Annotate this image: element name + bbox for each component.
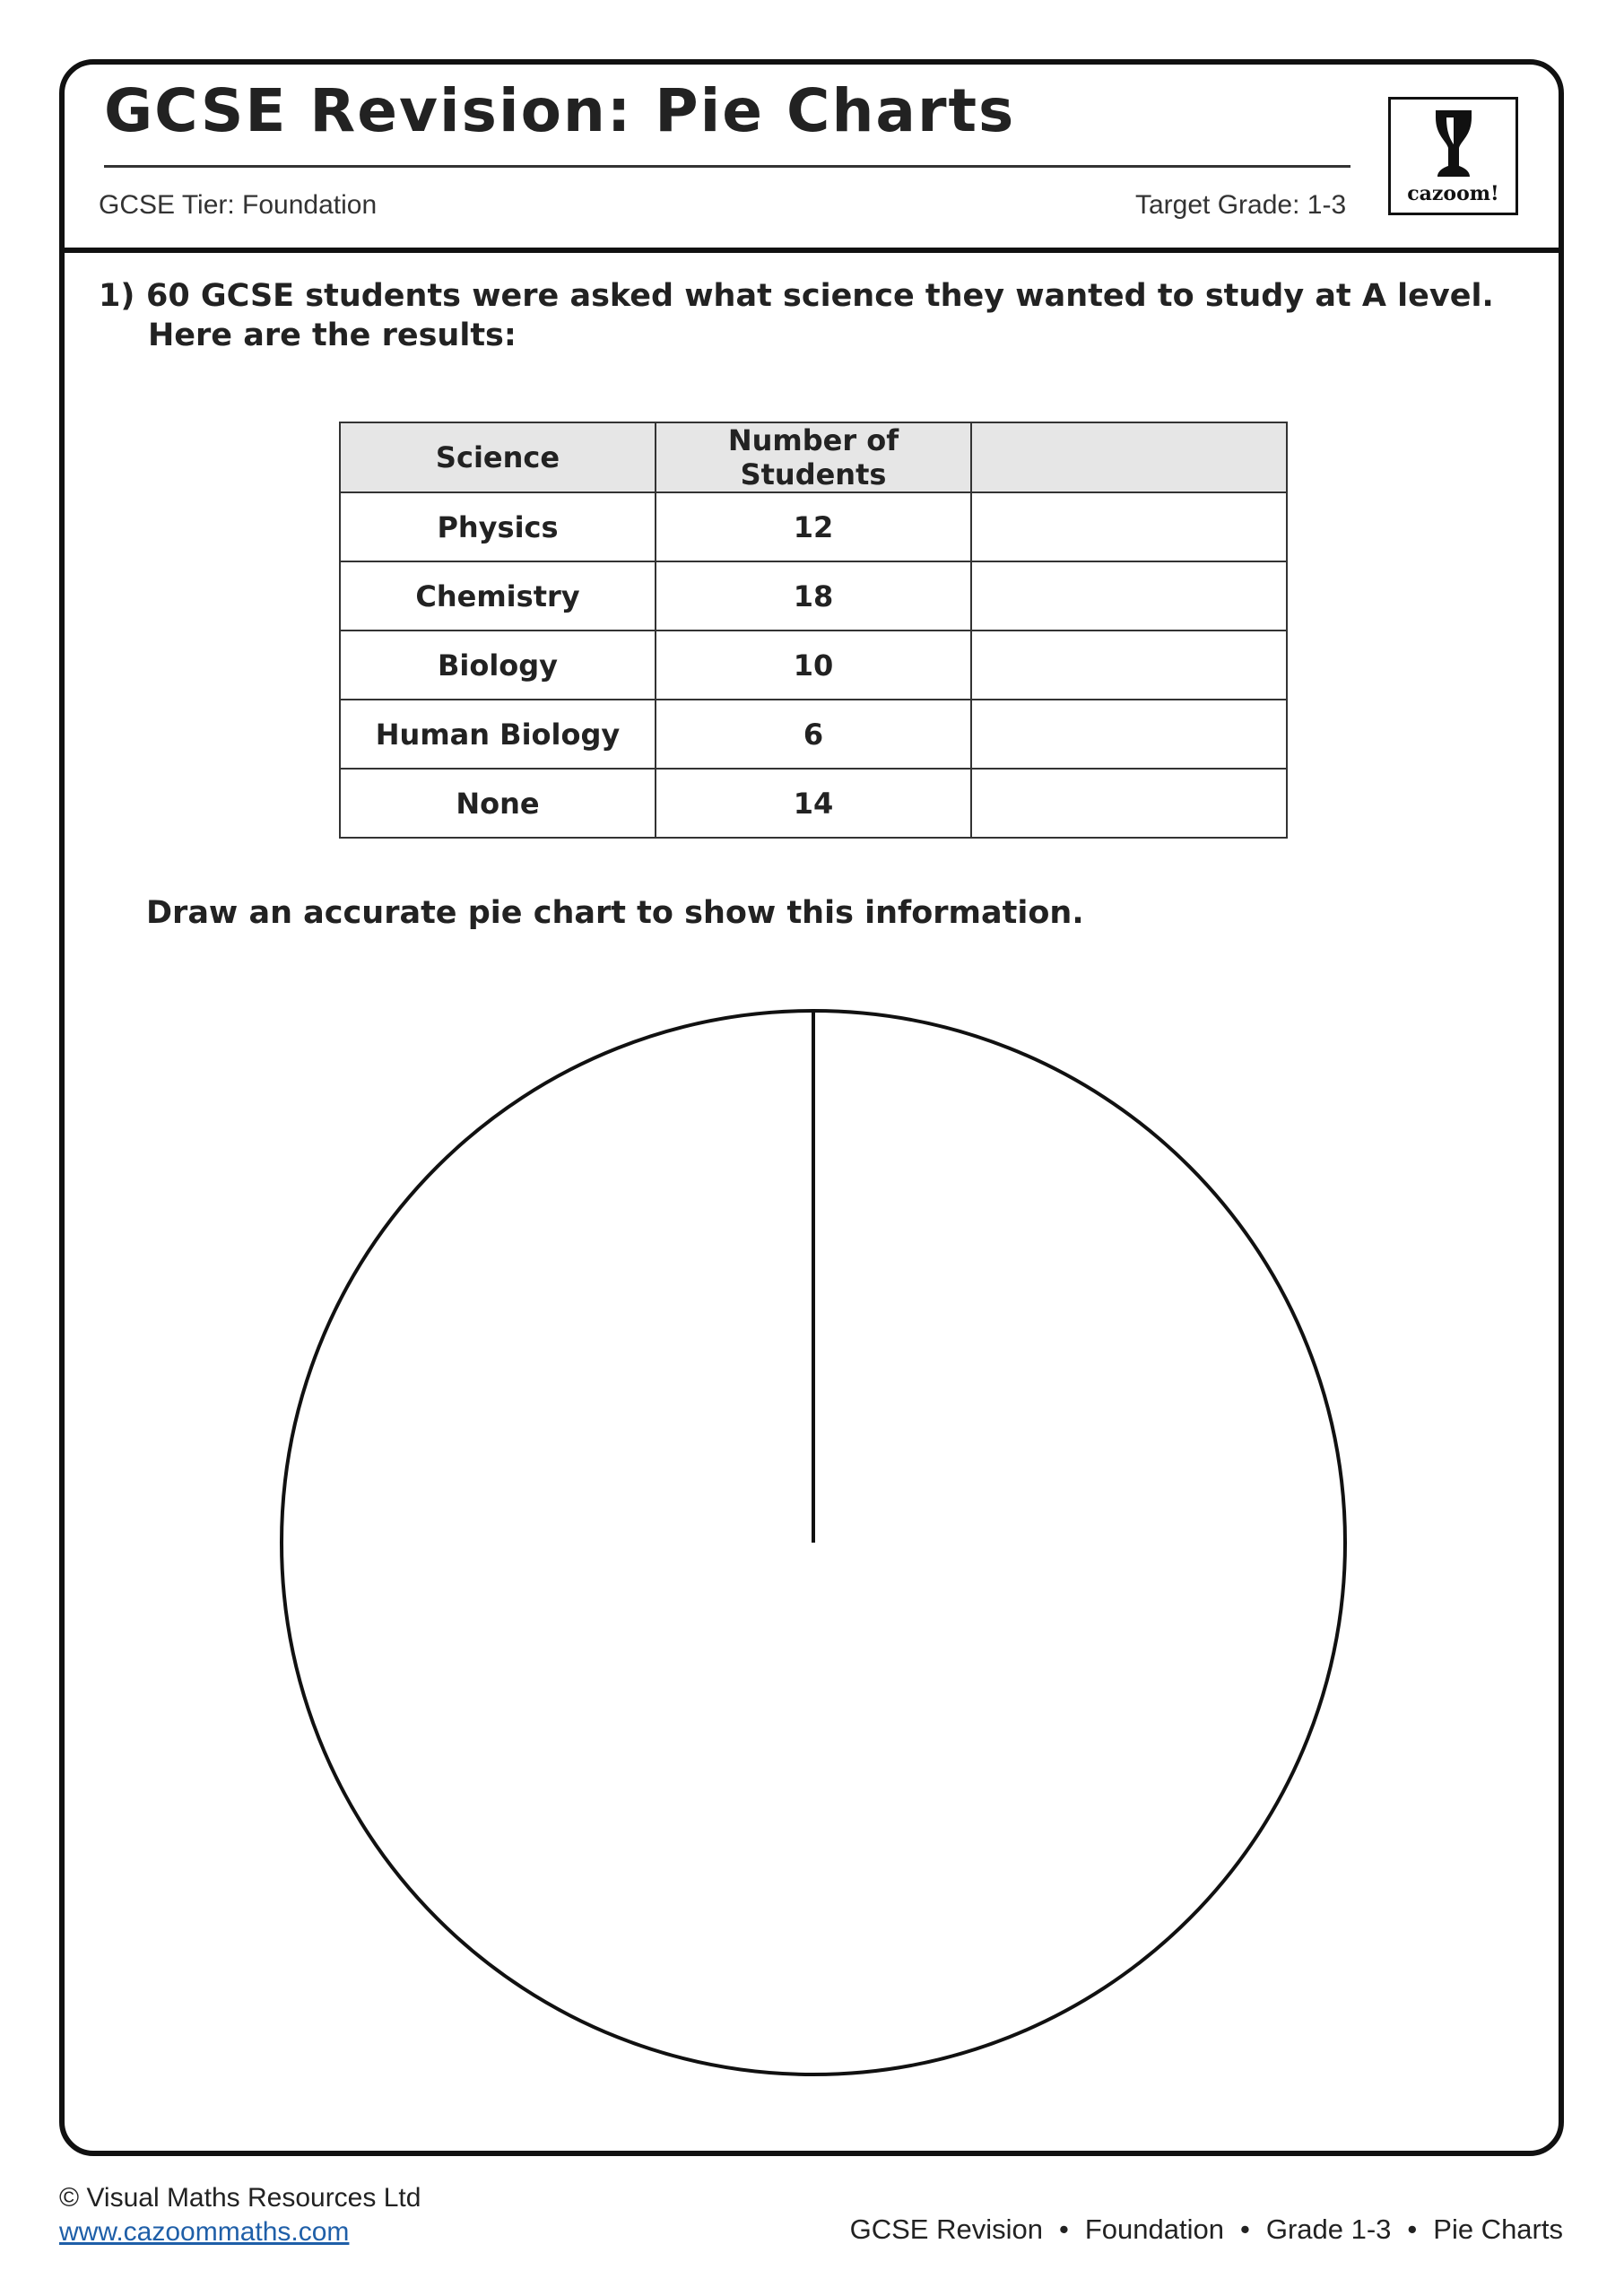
question-text: 60 GCSE students were asked what science they wanted to study at A level. xyxy=(146,278,1494,314)
footer-crumb: Foundation xyxy=(1084,2213,1224,2245)
footer-crumb: Grade 1-3 xyxy=(1265,2213,1392,2245)
students-cell: 6 xyxy=(656,700,971,769)
science-cell: Chemistry xyxy=(340,561,656,631)
bullet-separator: • xyxy=(1239,2213,1250,2245)
header-number-of-students: Number of Students xyxy=(656,422,971,492)
question-text-continued: Here are the results: xyxy=(148,317,517,353)
footer-crumb: Pie Charts xyxy=(1433,2213,1563,2245)
science-cell: Human Biology xyxy=(340,700,656,769)
science-cell: None xyxy=(340,769,656,838)
bullet-separator: • xyxy=(1058,2213,1069,2245)
copyright-text: © Visual Maths Resources Ltd xyxy=(59,2183,421,2213)
website-link[interactable]: www.cazoommaths.com xyxy=(59,2217,350,2247)
tier-label: GCSE Tier: Foundation xyxy=(99,190,378,220)
header-science: Science xyxy=(340,422,656,492)
students-cell: 12 xyxy=(656,492,971,561)
footer-breadcrumb xyxy=(850,2213,1563,2246)
worksheet-title: GCSE Revision: Pie Charts xyxy=(104,76,1016,145)
footer-crumb: GCSE Revision xyxy=(849,2213,1043,2245)
instruction-text: Draw an accurate pie chart to show this information. xyxy=(146,895,1084,931)
students-cell: 10 xyxy=(656,631,971,700)
target-grade-label: Target Grade: 1-3 xyxy=(1135,190,1347,220)
bullet-separator: • xyxy=(1407,2213,1418,2245)
students-cell: 18 xyxy=(656,561,971,631)
question-number: 1) xyxy=(99,278,135,314)
science-cell: Physics xyxy=(340,492,656,561)
students-cell: 14 xyxy=(656,769,971,838)
logo-wordmark: cazoom! xyxy=(1407,182,1499,205)
science-cell: Biology xyxy=(340,631,656,700)
